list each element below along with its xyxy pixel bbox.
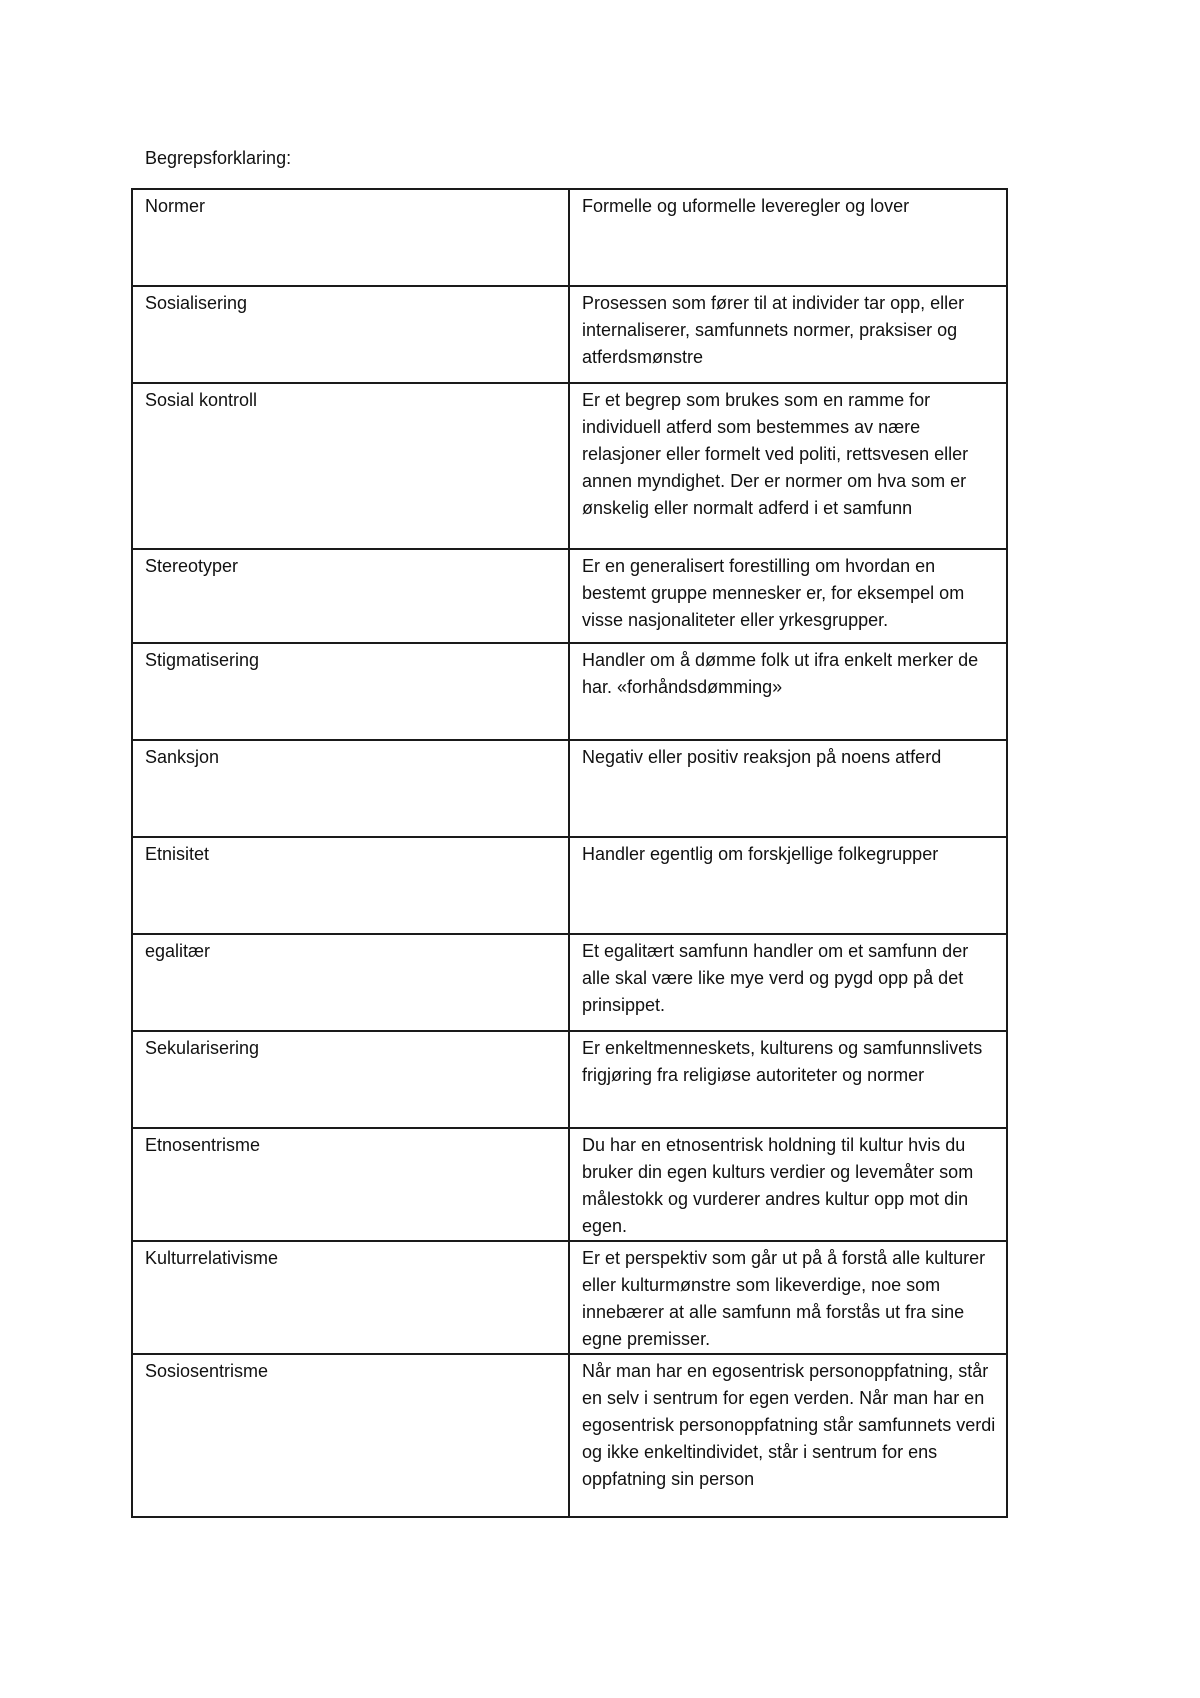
table-row	[132, 1031, 1007, 1128]
table-row	[132, 1354, 1007, 1517]
table-row	[132, 837, 1007, 934]
definition-cell: Du har en etnosentrisk holdning til kultur hvis du bruker din egen kulturs verdier og levemåter som målestokk og vurderer andres kultur opp mot din egen.	[569, 1128, 1007, 1241]
term-cell: Sosial kontroll	[132, 383, 569, 549]
term-cell: Sosialisering	[132, 286, 569, 383]
table-row	[132, 286, 1007, 383]
definition-cell: Når man har en egosentrisk personoppfatning, står en selv i sentrum for egen verden. Når man har en egosentrisk personoppfatning står samfunnets verdi og ikke enkeltindividet, står i sentrum for ens oppfatning sin person	[569, 1354, 1007, 1517]
term-cell: Kulturrelativisme	[132, 1241, 569, 1354]
table-row	[132, 740, 1007, 837]
definition-cell: Et egalitært samfunn handler om et samfunn der alle skal være like mye verd og pygd opp på det prinsippet.	[569, 934, 1007, 1031]
table-row	[132, 1128, 1007, 1241]
term-cell: Sekularisering	[132, 1031, 569, 1128]
definition-cell: Er et perspektiv som går ut på å forstå alle kulturer eller kulturmønstre som likeverdige, noe som innebærer at alle samfunn må forstås ut fra sine egne premisser.	[569, 1241, 1007, 1354]
page-title: Begrepsforklaring:	[145, 148, 292, 168]
term-cell: Stigmatisering	[132, 643, 569, 740]
term-cell: Etnisitet	[132, 837, 569, 934]
term-cell: Stereotyper	[132, 549, 569, 643]
definition-cell: Er enkeltmenneskets, kulturens og samfunnslivets frigjøring fra religiøse autoriteter og normer	[569, 1031, 1007, 1128]
term-cell: Normer	[132, 189, 569, 286]
definition-cell: Negativ eller positiv reaksjon på noens atferd	[569, 740, 1007, 837]
definition-cell: Er en generalisert forestilling om hvordan en bestemt gruppe mennesker er, for eksempel om visse nasjonaliteter eller yrkesgrupper.	[569, 549, 1007, 643]
definition-cell: Er et begrep som brukes som en ramme for individuell atferd som bestemmes av nære relasjoner eller formelt ved politi, rettsvesen eller annen myndighet. Der er normer om hva som er ønskelig eller normalt adferd i et samfunn	[569, 383, 1007, 549]
definition-cell: Prosessen som fører til at individer tar opp, eller internaliserer, samfunnets normer, praksiser og atferdsmønstre	[569, 286, 1007, 383]
terms-table	[131, 188, 1008, 1518]
table-row	[132, 1241, 1007, 1354]
table-row	[132, 189, 1007, 286]
table-row	[132, 934, 1007, 1031]
term-cell: Sosiosentrisme	[132, 1354, 569, 1517]
definition-cell: Handler om å dømme folk ut ifra enkelt merker de har. «forhåndsdømming»	[569, 643, 1007, 740]
table-row	[132, 643, 1007, 740]
table-row	[132, 549, 1007, 643]
term-cell: Sanksjon	[132, 740, 569, 837]
definition-cell: Handler egentlig om forskjellige folkegrupper	[569, 837, 1007, 934]
definition-cell: Formelle og uformelle leveregler og lover	[569, 189, 1007, 286]
term-cell: egalitær	[132, 934, 569, 1031]
term-cell: Etnosentrisme	[132, 1128, 569, 1241]
table-row	[132, 383, 1007, 549]
